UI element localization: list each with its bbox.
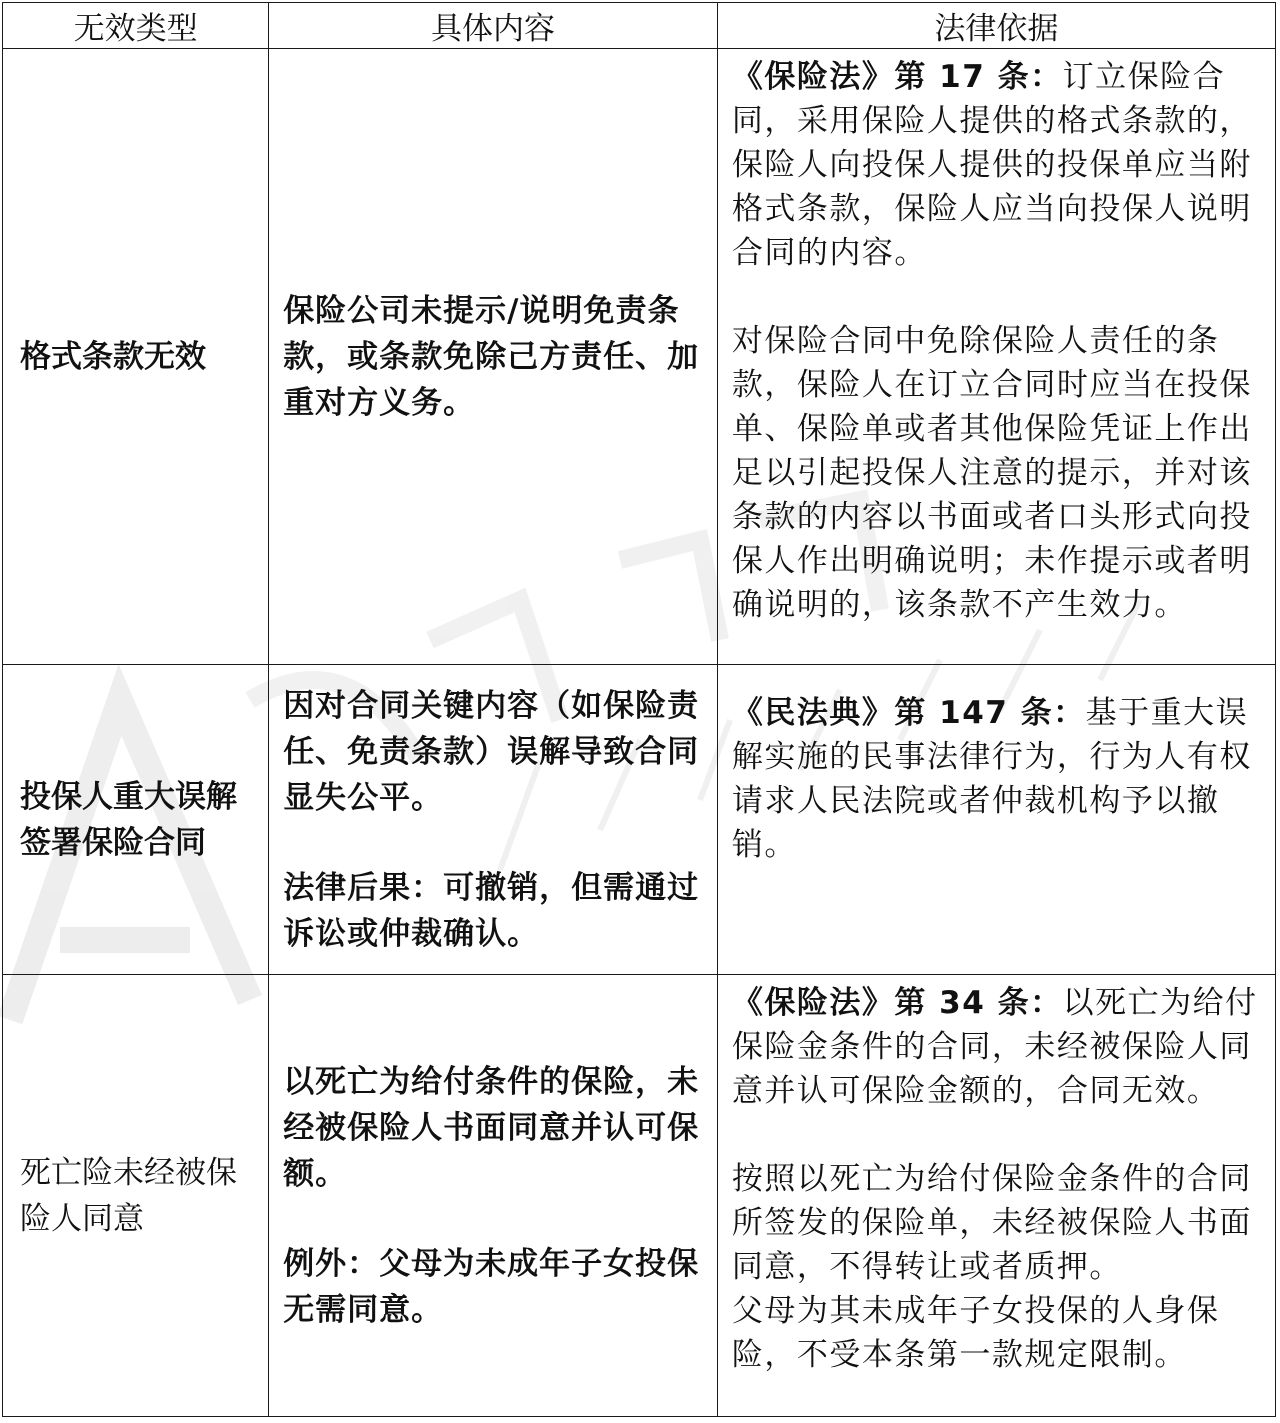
table-header-row: [3, 3, 1276, 49]
content-paragraph: 例外：父母为未成年子女投保无需同意。: [283, 1245, 700, 1328]
basis-paragraph: 对保险合同中免除保险人责任的条款，保险人在订立合同时应当在投保单、保险单或者其他保险凭证上作出足以引起投保人注意的提示，并对该条款的内容以书面或者口头形式向投保人作出明确说明；未作提示或者明确说明的，该条款不产生效力。: [731, 323, 1252, 623]
basis-paragraph: 父母为其未成年子女投保的人身保险，不受本条第一款规定限制。: [731, 1293, 1220, 1373]
header-legal-basis: 法律依据: [717, 3, 1275, 49]
table-row: [3, 665, 1276, 975]
basis-text: 订立保险合同，采用保险人提供的格式条款的，保险人向投保人提供的投保单应当附格式条款，保险人应当向投保人说明合同的内容。: [731, 59, 1252, 271]
basis-text: 基于重大误解实施的民事法律行为，行为人有权请求人民法院或者仲裁机构予以撤销。: [731, 695, 1252, 863]
row-type: 投保人重大误解签署保险合同: [3, 665, 269, 975]
basis-citation: 《保险法》第 17 条：: [731, 59, 1063, 95]
content-paragraph: 保险公司未提示/说明免责条款，或条款免除己方责任、加重对方义务。: [283, 292, 700, 421]
header-invalid-type: 无效类型: [3, 3, 269, 49]
invalid-contract-table: [2, 2, 1276, 1417]
row-content: [269, 49, 718, 665]
row-legal-basis: [717, 49, 1275, 665]
basis-paragraph: [732, 691, 1261, 867]
basis-paragraph: [732, 981, 1261, 1113]
row-type: 格式条款无效: [3, 49, 269, 665]
row-type: 死亡险未经被保险人同意: [3, 975, 269, 1417]
content-paragraph: 法律后果：可撤销，但需通过诉讼或仲裁确认。: [283, 869, 700, 952]
row-legal-basis: [717, 975, 1275, 1417]
basis-text: 以死亡为给付保险金条件的合同，未经被保险人同意并认可保险金额的，合同无效。: [731, 985, 1258, 1109]
content-paragraph: 以死亡为给付条件的保险，未经被保险人书面同意并认可保额。: [283, 1063, 700, 1192]
table-row: [3, 975, 1276, 1417]
row-legal-basis: [717, 665, 1275, 975]
basis-paragraph: 按照以死亡为给付保险金条件的合同所签发的保险单，未经被保险人书面同意，不得转让或者质押。: [731, 1161, 1252, 1285]
basis-citation: 《保险法》第 34 条：: [731, 985, 1063, 1021]
row-content: [269, 975, 718, 1417]
header-specific-content: 具体内容: [269, 3, 718, 49]
basis-paragraph: [732, 55, 1261, 275]
basis-citation: 《民法典》第 147 条：: [731, 695, 1086, 731]
table-row: [3, 49, 1276, 665]
content-paragraph: 因对合同关键内容（如保险责任、免责条款）误解导致合同显失公平。: [283, 687, 700, 816]
row-content: [269, 665, 718, 975]
